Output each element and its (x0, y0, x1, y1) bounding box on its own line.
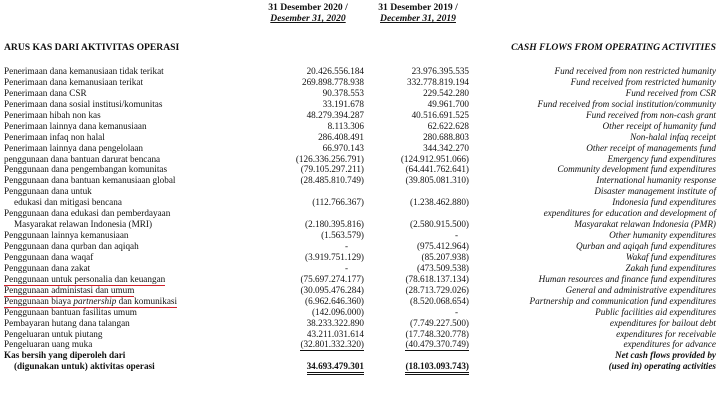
value-2020: (30.095.476.284) (300, 284, 364, 295)
value-2019: (85.207.938) (421, 251, 469, 262)
section-title-en: CASH FLOWS FROM OPERATING ACTIVITIES (511, 42, 716, 53)
value-2019: (39.805.081.310) (405, 175, 469, 186)
table-row (0, 219, 720, 230)
value-2019: 332.778.819.194 (406, 76, 469, 87)
value-2020: 33.191.678 (322, 98, 364, 109)
value-2020: 8.113.306 (327, 120, 364, 131)
row-label-id: Penggunaan bantuan fasilitas umum (4, 306, 137, 317)
row-label-en: (used in) operating activities (608, 361, 716, 372)
value-2019: (28.713.729.026) (405, 284, 469, 295)
value-2020: 48.279.394.287 (306, 109, 364, 120)
row-label-id: Penggunaan dana qurban dan aqiqah (4, 241, 139, 251)
value-2020: (142.096.000) (311, 306, 364, 317)
row-label-id: edukasi dan mitigasi bencana (14, 197, 122, 208)
row-label-id: Pengeluaran uang muka (4, 339, 93, 350)
row-label-id: Penggunaan dana untuk (4, 186, 92, 197)
table-row (0, 361, 720, 372)
table-row (0, 339, 720, 350)
row-label-en: Masyarakat relawan Indonesia (PMR) (574, 219, 716, 230)
row-label-en: expenditures for bailout debt (609, 317, 716, 328)
value-2020: - (344, 262, 348, 273)
column-header-2020-en: Desember 31, 2020 (270, 13, 346, 24)
row-label-part: Penggunaan biaya (4, 295, 74, 306)
value-2020: 38.233.322.890 (306, 317, 364, 328)
value-2019: (2.580.915.500) (410, 219, 469, 230)
row-label-id: Pembayaran hutang dana talangan (4, 317, 130, 328)
value-2020: (6.962.646.360) (305, 295, 364, 306)
table-row (0, 252, 720, 263)
row-label-id: Penerimaan dana sosial institusi/komunitas (4, 98, 163, 109)
row-label-en: Public facilities aid expenditures (595, 306, 716, 317)
row-label-id: Penerimaan hibah non kas (4, 109, 101, 120)
table-row (0, 132, 720, 143)
table-row (0, 121, 720, 132)
row-label-id: Penggunaan dana pengembangan komunitas (4, 164, 168, 175)
value-2019: 49.961.700 (427, 98, 469, 109)
row-label-en: expenditures for advance (623, 339, 716, 350)
value-2020: (28.485.810.749) (300, 175, 364, 186)
table-row (0, 99, 720, 110)
row-label-en: Emergency fund expenditures (607, 153, 716, 164)
value-2020: 20.426.556.184 (306, 66, 364, 76)
value-2019: 62.622.628 (427, 120, 469, 131)
row-label-en: Human resources and finance fund expenditures (538, 273, 716, 284)
row-label-id: Penggunaan dana zakat (4, 262, 91, 273)
value-2020: - (344, 241, 348, 251)
row-label-en: Zakah fund expenditures (625, 262, 716, 273)
row-label-en: Fund received from non restricted humanity (554, 66, 716, 76)
row-label-en: expenditures for education and development of (543, 208, 716, 219)
value-2019: (473.509.538) (416, 262, 469, 273)
table-row (0, 186, 720, 197)
table-row (0, 208, 720, 219)
column-header-2020-id: 31 Desember 2020 / (268, 2, 348, 13)
row-label-id: Penggunaan dana waqaf (4, 251, 94, 262)
value-2020: (112.766.367) (312, 197, 364, 208)
row-label-id: Pengeluaran untuk piutang (4, 328, 103, 339)
row-label-en: expenditures for receivable (616, 328, 716, 339)
value-2019: 40.516.691.525 (411, 109, 469, 120)
table-row (0, 350, 720, 361)
value-2019: - (454, 306, 458, 317)
value-2019: (1.238.462.880) (410, 197, 469, 208)
table-row (0, 318, 720, 329)
row-label-id: Kas bersih yang diperoleh dari (4, 350, 126, 361)
row-label-id: Masyarakat relawan Indonesia (MRI) (14, 219, 153, 230)
value-2019: (40.479.370.749) (405, 339, 469, 350)
row-label-en: Fund received from CSR (625, 87, 716, 98)
column-header-2020 (254, 2, 362, 24)
table-row (0, 164, 720, 175)
table-row (0, 296, 720, 307)
value-2019: (124.912.951.066) (400, 153, 469, 164)
value-2019: 280.688.803 (423, 131, 469, 142)
row-label-id: Penerimaan lainnya dana kemanusiaan (4, 120, 147, 131)
value-2020: 286.408.491 (318, 131, 364, 142)
row-label-id: Penggunaan untuk personalia dan keuangan (4, 273, 166, 284)
row-label-id: Penerimaan dana kemanusiaan tidak terikat (4, 66, 164, 76)
row-label-en: Other receipt of managements fund (586, 142, 716, 153)
value-2019: (975.412.964) (416, 241, 469, 251)
value-2020: 43.211.031.614 (306, 328, 364, 339)
row-label-id: Penggunaan dana edukasi dan pemberdayaan (4, 208, 171, 219)
table-row (0, 143, 720, 154)
table-row (0, 175, 720, 186)
row-label-part: dan komunikasi (116, 295, 178, 306)
value-2020: 269.898.778.938 (301, 76, 364, 87)
row-label-id: Penerimaan dana kemanusiaan terikat (4, 76, 144, 87)
value-2020: (1.563.579) (321, 230, 364, 241)
row-label-en: Community development fund expenditures (557, 164, 716, 175)
table-row (0, 329, 720, 340)
table-row (0, 88, 720, 99)
row-label-en: Qurban and aqiqah fund expenditures (575, 241, 716, 251)
value-2019: 344.342.270 (423, 142, 469, 153)
row-label-en: Fund received from non-cash grant (586, 109, 716, 120)
cash-flow-table (0, 66, 720, 372)
table-row (0, 263, 720, 274)
row-label-en: Net cash flows provided by (614, 350, 716, 361)
value-2019: (64.441.762.641) (405, 164, 469, 175)
value-2019: (7.749.227.500) (410, 317, 469, 328)
row-label-id: Penggunaan administasi dan umum (4, 284, 135, 295)
row-label-en: Fund received from restricted humanity (570, 76, 716, 87)
value-2020: (3.919.751.129) (305, 251, 364, 262)
row-label-en: General and administrative expenditures (565, 284, 716, 295)
value-2019: 229.542.280 (423, 87, 469, 98)
table-row (0, 307, 720, 318)
value-2019: (17.748.320.778) (405, 328, 469, 339)
table-row (0, 274, 720, 285)
value-2019: (18.103.093.743) (405, 361, 469, 375)
row-label-en: Other humanity expenditures (609, 230, 716, 241)
table-row (0, 77, 720, 88)
table-row (0, 241, 720, 252)
value-2020: (2.180.395.816) (305, 219, 364, 230)
table-row (0, 285, 720, 296)
row-label-id: Penerimaan dana CSR (4, 87, 87, 98)
row-label-id: Penggunaan lainnya kemanusiaan (4, 230, 129, 241)
row-label-id: (digunakan untuk) aktivitas operasi (14, 361, 155, 372)
table-row (0, 154, 720, 165)
row-label-en: Fund received from social institution/community (537, 98, 716, 109)
column-header-2019-id: 31 Desember 2019 / (378, 2, 458, 13)
row-label-en: International humanity response (596, 175, 716, 186)
column-header-2019 (366, 2, 470, 24)
value-2020: (32.801.332.320) (300, 339, 364, 350)
row-label-id: Penerimaan lainnya dana pengelolaan (4, 142, 144, 153)
row-label-id: penggunaan dana bantuan darurat bencana (4, 153, 161, 164)
value-2019: (78.618.137.134) (405, 273, 469, 284)
value-2019: (8.520.068.654) (410, 295, 469, 306)
value-2020: (126.336.256.791) (295, 153, 364, 164)
table-row (0, 110, 720, 121)
value-2020: (75.697.274.177) (300, 273, 364, 284)
row-label-id: Penggunaan dana bantuan kemanusiaan global (4, 175, 176, 186)
row-label-en: Other receipt of humanity fund (602, 120, 716, 131)
table-row (0, 66, 720, 77)
row-label-en: Wakaf fund expenditures (625, 251, 716, 262)
value-2019: 23.976.395.535 (411, 66, 469, 76)
row-label-id: Penerimaan infaq non halal (4, 131, 105, 142)
column-header-2019-en: December 31, 2019 (380, 13, 456, 24)
row-label-en: Disaster management institute of (594, 186, 716, 197)
table-row (0, 230, 720, 241)
section-title-id: ARUS KAS DARI AKTIVITAS OPERASI (4, 42, 180, 53)
value-2019: - (454, 230, 458, 241)
row-label-en: Partnership and communication fund expenditures (529, 295, 716, 306)
value-2020: (79.105.297.211) (300, 164, 364, 175)
row-label-en: Indonesia fund expenditures (612, 197, 716, 208)
value-2020: 34.693.479.301 (307, 361, 364, 375)
value-2020: 90.378.553 (322, 87, 364, 98)
value-2020: 66.970.143 (322, 142, 364, 153)
row-label-en: Non-halal infaq receipt (630, 131, 716, 142)
row-label-italic-part: partnership (73, 295, 117, 306)
table-row (0, 197, 720, 208)
